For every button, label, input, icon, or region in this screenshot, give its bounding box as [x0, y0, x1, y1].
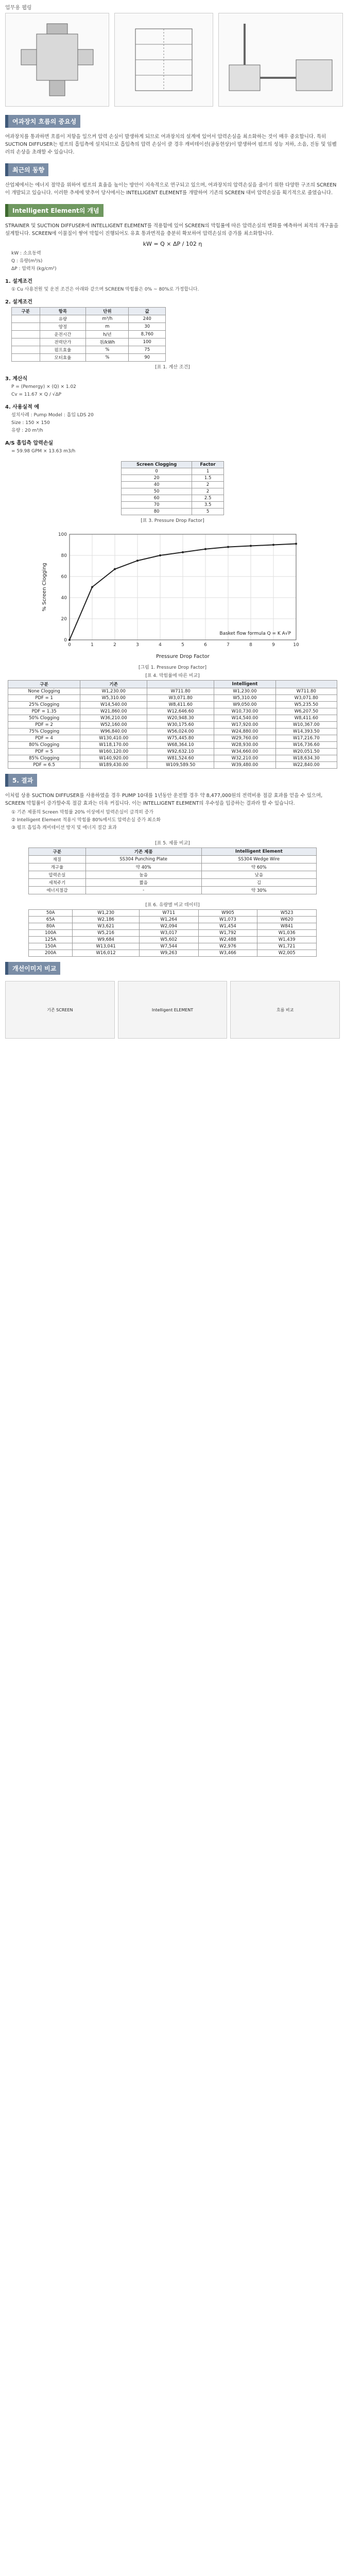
x-axis-label: Pressure Drop Factor: [156, 654, 210, 659]
table-cell: W9,263: [139, 950, 198, 957]
table-cell: W3,017: [139, 930, 198, 937]
table-cell: 75% Clogging: [8, 728, 80, 735]
data-point: [295, 543, 297, 545]
x-tick-label: 4: [159, 642, 162, 648]
table-cell: W3,071.80: [275, 695, 337, 702]
calc-heading-3: 3. 계산식: [5, 376, 28, 382]
table-cell: 2: [192, 482, 224, 488]
table-cell: W17,216.70: [275, 735, 337, 742]
table-cell: SS304 Punching Plate: [85, 856, 201, 863]
comparison-images: [5, 981, 340, 1039]
spec-table: [28, 848, 317, 894]
suction-diffuser-figure: [5, 13, 109, 107]
table-cell: 100A: [29, 930, 73, 937]
table-header-cell: [275, 681, 337, 688]
table-cell: 높음: [85, 871, 201, 879]
calc-heading-2: 2. 설계조건: [5, 299, 32, 305]
table-header-cell: 기존: [80, 681, 147, 688]
table-cell: 세척주기: [29, 879, 86, 887]
pdf-row: [122, 502, 224, 509]
x-tick-label: 5: [181, 642, 184, 648]
table-cell: W20,051.50: [275, 749, 337, 755]
table-cell: 50: [122, 488, 192, 495]
section3-title: Intelligent Element의 개념: [5, 204, 104, 217]
table-cell: [12, 323, 40, 331]
section-view-figure: [114, 13, 213, 107]
table-cell: W2,976: [198, 943, 257, 950]
installation-figure: [218, 13, 343, 107]
result-note: ② Intelligent Element 적용시 막힘률 80%에서도 압력손실 증가 최소화: [11, 818, 161, 823]
table-cell: W9,050.00: [214, 702, 275, 708]
section2-title: 최근의 동향: [5, 163, 48, 176]
calc-line-5: = 59.98 GPM × 13.63 m3/h: [11, 449, 76, 454]
section2-text: 산업체에서는 에너지 절약을 위하여 펌프의 효율을 높이는 방안이 지속적으로 연구되고 있으며, 여과장치의 압력손실을 줄이기 위한 다양한 구조의 SCREEN이 개발되고 있습니다. 이러한 추세에 맞추어 당사에서는 INTELLIGENT ELEMENT를 개발하여 기존의 SCREEN 대비 압력손실을 획기적으로 줄였습니다.: [5, 182, 337, 196]
data-point: [204, 548, 206, 550]
table-cell: W14,540.00: [80, 702, 147, 708]
table-cell: W1,454: [198, 923, 257, 930]
table-cell: W8,411.60: [275, 715, 337, 722]
table-cell: 김: [201, 879, 316, 887]
result-note: ① 기존 제품의 Screen 막힘률 20% 이상에서 압력손실이 급격히 증가: [11, 810, 154, 815]
y-tick-label: 20: [61, 617, 67, 622]
x-tick-label: 2: [113, 642, 116, 648]
table-cell: [12, 315, 40, 323]
table-cell: 150A: [29, 943, 73, 950]
flow-row: [29, 937, 317, 943]
table-cell: W29,760.00: [214, 735, 275, 742]
condition-row: [12, 346, 166, 354]
calc-heading-4: 4. 사용실적 예: [5, 404, 40, 410]
table-cell: W5,235.50: [275, 702, 337, 708]
x-tick-label: 3: [136, 642, 139, 648]
table-cell: W32,210.00: [214, 755, 275, 762]
formula-var: kW : 소요동력: [11, 251, 41, 256]
table-cell: PDF = 4: [8, 735, 80, 742]
spec-row: [29, 871, 317, 879]
table-header-cell: 구분: [29, 848, 86, 856]
table-cell: 240: [129, 315, 166, 323]
table-cell: W28,930.00: [214, 742, 275, 749]
data-point: [159, 554, 161, 556]
flow-row: [29, 930, 317, 937]
table-cell: m: [86, 323, 129, 331]
table-cell: 25% Clogging: [8, 702, 80, 708]
table-cell: 100: [129, 338, 166, 346]
table-cell: 1.5: [192, 475, 224, 482]
breadcrumb: 업무용 웹링: [5, 5, 32, 11]
y-axis-label: % Screen Clogging: [42, 563, 47, 612]
installation-drawing: [219, 13, 342, 106]
spec-row: [29, 887, 317, 894]
table-cell: 40: [122, 482, 192, 488]
table-cell: W17,920.00: [214, 722, 275, 728]
table-cell: W5,216: [73, 930, 140, 937]
chart-annotation: Basket flow formula Q = K A√P: [219, 631, 291, 636]
table-cell: W34,660.00: [214, 749, 275, 755]
compare-row: [8, 762, 337, 769]
table-cell: 0: [122, 468, 192, 475]
table-cell: W21,860.00: [80, 708, 147, 715]
section3-text: STRAINER 및 SUCTION DIFFUSER에 INTELLIGENT ELEMENT를 적용함에 있어 SCREEN의 막힘률에 따른 압력손실의 변화를 예측하여 최적의 개구율을 설계합니다. SCREEN에 이물질이 쌓여 막힘이 진행되어도 유효 통과면적을 충분히 확보하여 압력손실의 증가를 최소화합니다.: [5, 223, 339, 236]
table-cell: W56,024.00: [147, 728, 214, 735]
table-cell: 1: [192, 468, 224, 475]
data-point: [250, 545, 252, 547]
x-tick-label: 10: [293, 642, 299, 648]
table-cell: %: [86, 354, 129, 362]
table-cell: [12, 331, 40, 338]
table-cell: 유량: [40, 315, 86, 323]
flow-row: [29, 917, 317, 923]
table-cell: W118,170.00: [80, 742, 147, 749]
compare-row: [8, 735, 337, 742]
table-cell: W5,310.00: [80, 695, 147, 702]
table-cell: W711.80: [147, 688, 214, 695]
table-cell: W24,880.00: [214, 728, 275, 735]
calc-heading-1: 1. 설계조건: [5, 279, 32, 284]
flow-row: [29, 923, 317, 930]
table-cell: W6,207.50: [275, 708, 337, 715]
data-point: [227, 546, 229, 548]
table-cell: W10,730.00: [214, 708, 275, 715]
formula-var: ΔP : 압력차 (kg/cm²): [11, 266, 57, 272]
compare-row: [8, 728, 337, 735]
x-tick-label: 7: [227, 642, 230, 648]
flow-row: [29, 943, 317, 950]
data-point: [182, 551, 184, 553]
calc-line-3a: P = (Pemergy) × (Q) × 1.02: [11, 384, 76, 389]
table-cell: W1,439: [257, 937, 317, 943]
suction-diffuser-drawing: [6, 13, 109, 106]
y-tick-label: 40: [61, 596, 67, 601]
table-cell: h/년: [86, 331, 129, 338]
table-cell: 펌프효율: [40, 346, 86, 354]
table-cell: PDF = 1.35: [8, 708, 80, 715]
table-cell: W2,488: [198, 937, 257, 943]
condition-row: [12, 323, 166, 331]
table-cell: W22,840.00: [275, 762, 337, 769]
table-cell: W92,632.10: [147, 749, 214, 755]
table-cell: W523: [257, 910, 317, 917]
table-cell: W109,589.50: [147, 762, 214, 769]
table-header-cell: 기존 제품: [85, 848, 201, 856]
table-cell: PDF = 1: [8, 695, 80, 702]
y-tick-label: 0: [64, 638, 67, 643]
table-cell: W10,367.00: [275, 722, 337, 728]
compare-row: [8, 702, 337, 708]
pdf-row: [122, 475, 224, 482]
compare-row: [8, 722, 337, 728]
document-page: [5, 0, 340, 1039]
calc-line-4b: Size : 150 × 150: [11, 420, 50, 426]
table-cell: 125A: [29, 937, 73, 943]
compare-row: [8, 708, 337, 715]
table-cell: W20,948.30: [147, 715, 214, 722]
flow-table-caption: [표 6. 유량별 비교 데이터]: [145, 903, 200, 908]
table-cell: 80A: [29, 923, 73, 930]
table-cell: W1,230.00: [80, 688, 147, 695]
table-cell: %: [86, 346, 129, 354]
table-cell: 5: [192, 509, 224, 515]
table-cell: 짧음: [85, 879, 201, 887]
table-cell: W81,524.60: [147, 755, 214, 762]
table-cell: W36,210.00: [80, 715, 147, 722]
condition-row: [12, 354, 166, 362]
bottom-title: 개선이미지 비교: [5, 962, 60, 975]
section1-title: 여과장치 흐름의 중요성: [5, 115, 80, 128]
table-cell: W14,540.00: [214, 715, 275, 722]
table-cell: 압력손실: [29, 871, 86, 879]
table-cell: 75: [129, 346, 166, 354]
image-label: 흐름 비교: [276, 1007, 294, 1012]
table-cell: W12,646.60: [147, 708, 214, 715]
table-cell: 운전시간: [40, 331, 86, 338]
table-header-cell: Intelligent: [214, 681, 275, 688]
calc-line-1: ① Cu 사용전원 및 운전 조건은 아래와 같으며 SCREEN 막힘률은 0% ~ 80%로 가정합니다.: [11, 287, 199, 292]
compare-row: [8, 688, 337, 695]
table-cell: W30,175.60: [147, 722, 214, 728]
table-cell: W2,186: [73, 917, 140, 923]
table-cell: W14,393.50: [275, 728, 337, 735]
table-cell: 65A: [29, 917, 73, 923]
table-cell: 약 60%: [201, 863, 316, 871]
table-cell: W620: [257, 917, 317, 923]
table-cell: W1,073: [198, 917, 257, 923]
table-cell: W1,230.00: [214, 688, 275, 695]
calc-line-4c: 유량 : 20 m³/h: [11, 428, 43, 433]
image-label: Intelligent ELEMENT: [151, 1007, 194, 1012]
table-cell: 약 40%: [85, 863, 201, 871]
table-cell: 3.5: [192, 502, 224, 509]
pdf-row: [122, 488, 224, 495]
table-cell: W8,411.60: [147, 702, 214, 708]
condition-row: [12, 331, 166, 338]
table-header-cell: 단위: [86, 308, 129, 315]
table-cell: m³/h: [86, 315, 129, 323]
table-cell: -: [85, 887, 201, 894]
image-existing-screen: [5, 981, 115, 1039]
table-cell: W5,310.00: [214, 695, 275, 702]
table-cell: 50A: [29, 910, 73, 917]
x-tick-label: 9: [272, 642, 275, 648]
table-cell: 85% Clogging: [8, 755, 80, 762]
table-cell: W711.80: [275, 688, 337, 695]
table-cell: SS304 Wedge Wire: [201, 856, 316, 863]
table-cell: 에너지절감: [29, 887, 86, 894]
y-tick-label: 60: [61, 574, 67, 580]
x-tick-label: 6: [204, 642, 207, 648]
table-cell: 60: [122, 495, 192, 502]
pdf-table: [121, 461, 224, 515]
spec-table-caption: [표 5. 제품 비교]: [155, 841, 190, 846]
table-cell: W52,160.00: [80, 722, 147, 728]
table-cell: W3,621: [73, 923, 140, 930]
table-cell: W96,840.00: [80, 728, 147, 735]
table-cell: W7,544: [139, 943, 198, 950]
table-cell: 80% Clogging: [8, 742, 80, 749]
table-header-cell: 값: [129, 308, 166, 315]
pdf-row: [122, 482, 224, 488]
data-point: [114, 568, 116, 570]
table-cell: W2,005: [257, 950, 317, 957]
section5-title: 5. 결과: [5, 774, 37, 787]
table-cell: [12, 338, 40, 346]
table-cell: 90: [129, 354, 166, 362]
table-header-cell: Screen Clogging: [122, 462, 192, 468]
image-label: 기존 SCREEN: [47, 1007, 73, 1012]
table-cell: 30: [129, 323, 166, 331]
compare-row: [8, 749, 337, 755]
x-tick-label: 0: [68, 642, 71, 648]
pressure-drop-chart: [39, 527, 306, 660]
table-cell: 50% Clogging: [8, 715, 80, 722]
condition-table-caption: [표 1. 계산 조건]: [155, 365, 190, 370]
section-view-drawing: [115, 13, 213, 106]
formula-var: Q : 유량(m³/s): [11, 259, 43, 264]
condition-row: [12, 315, 166, 323]
table-cell: W1,264: [139, 917, 198, 923]
pdf-row: [122, 495, 224, 502]
table-header-cell: 구분: [8, 681, 80, 688]
flow-table: [28, 909, 317, 957]
table-cell: W1,792: [198, 930, 257, 937]
table-cell: 8,760: [129, 331, 166, 338]
y-tick-label: 80: [61, 553, 67, 558]
table-header-cell: Factor: [192, 462, 224, 468]
compare-row: [8, 742, 337, 749]
spec-row: [29, 863, 317, 871]
data-point: [68, 639, 71, 641]
table-cell: W1,036: [257, 930, 317, 937]
table-cell: W16,012: [73, 950, 140, 957]
table-header-cell: 구분: [12, 308, 40, 315]
table-cell: W3,071.80: [147, 695, 214, 702]
pdf-table-caption: [표 3. Pressure Drop Factor]: [141, 518, 204, 523]
pressure-drop-chart-svg: [39, 527, 306, 660]
table-cell: 개구율: [29, 863, 86, 871]
compare-row: [8, 695, 337, 702]
table-cell: 2: [192, 488, 224, 495]
table-cell: PDF = 5: [8, 749, 80, 755]
table-cell: W18,634.30: [275, 755, 337, 762]
table-cell: W841: [257, 923, 317, 930]
flow-row: [29, 950, 317, 957]
flow-row: [29, 910, 317, 917]
data-point: [136, 560, 139, 562]
compare-table-caption: [표 4. 막힘률에 따른 비교]: [145, 673, 200, 679]
table-cell: [12, 354, 40, 362]
pdf-row: [122, 468, 224, 475]
data-point: [272, 544, 274, 546]
table-cell: 재질: [29, 856, 86, 863]
table-header-cell: 항목: [40, 308, 86, 315]
table-cell: W189,430.00: [80, 762, 147, 769]
table-cell: W13,041: [73, 943, 140, 950]
table-cell: 낮음: [201, 871, 316, 879]
table-cell: W16,736.60: [275, 742, 337, 749]
section1-text: 여과장치를 통과하면 흐름이 저항을 일으켜 압력 손실이 발생하게 되므로 여과장치의 설계에 있어서 압력손실을 최소화하는 것이 매우 중요합니다. 특히 SUCTION DIFFUSER는 펌프의 흡입측에 설치되므로 흡입측의 압력 손실이 클 경우 캐비테이션(공동현상)이 발생하여 펌프의 성능 저하, 소음, 진동 및 임펠러의 손상을 초래할 수 있습니다.: [5, 134, 337, 155]
table-cell: W140,920.00: [80, 755, 147, 762]
x-tick-label: 1: [91, 642, 94, 648]
condition-row: [12, 338, 166, 346]
table-cell: 80: [122, 509, 192, 515]
table-cell: 전력단가: [40, 338, 86, 346]
table-cell: PDF = 2: [8, 722, 80, 728]
table-cell: W1,721: [257, 943, 317, 950]
header-figures: [5, 13, 340, 110]
spec-row: [29, 856, 317, 863]
compare-row: [8, 755, 337, 762]
table-cell: W68,364.10: [147, 742, 214, 749]
table-cell: W905: [198, 910, 257, 917]
table-cell: 양정: [40, 323, 86, 331]
pressure-drop-caption: [그림 1. Pressure Drop Factor]: [138, 665, 207, 670]
table-cell: W39,480.00: [214, 762, 275, 769]
table-cell: W5,602: [139, 937, 198, 943]
table-cell: 200A: [29, 950, 73, 957]
table-cell: W3,466: [198, 950, 257, 957]
section5-text: 이처럼 상용 SUCTION DIFFUSER를 사용하였을 경우 PUMP 10대를 1년동안 운전할 경우 약 8,477,000원의 전력비용 절감 효과를 얻을 수 있으며, SCREEN 막힘률이 증가할수록 절감 효과는 더욱 커집니다. 이는 INTELLIGENT ELEMENT의 우수성을 입증하는 결과라 할 수 있습니다.: [5, 793, 323, 806]
table-cell: None Clogging: [8, 688, 80, 695]
condition-table: [11, 307, 166, 362]
table-cell: PDF = 6.5: [8, 762, 80, 769]
table-cell: W711: [139, 910, 198, 917]
spec-row: [29, 879, 317, 887]
y-tick-label: 100: [58, 532, 67, 537]
table-cell: 약 30%: [201, 887, 316, 894]
calc-heading-5: A/S 흡입측 압력손실: [5, 440, 54, 446]
table-cell: W2,094: [139, 923, 198, 930]
image-intelligent-element: [118, 981, 228, 1039]
power-formula: kW = Q × ΔP / 102 η: [143, 241, 202, 247]
compare-table: [8, 680, 337, 769]
table-header-cell: [147, 681, 214, 688]
image-flow-compare: [230, 981, 340, 1039]
data-point: [91, 586, 93, 588]
calc-line-3b: Cv = 11.67 × Q / √ΔP: [11, 392, 62, 397]
x-tick-label: 8: [249, 642, 252, 648]
table-header-cell: Intelligent Element: [201, 848, 316, 856]
table-cell: 2.5: [192, 495, 224, 502]
table-cell: 모터효율: [40, 354, 86, 362]
compare-row: [8, 715, 337, 722]
table-cell: W75,445.80: [147, 735, 214, 742]
table-cell: W9,684: [73, 937, 140, 943]
table-cell: 20: [122, 475, 192, 482]
table-cell: W130,410.00: [80, 735, 147, 742]
calc-line-4a: 설치사례 : Pump Model : 흡입 LDS 20: [11, 413, 94, 418]
table-cell: 원/kWh: [86, 338, 129, 346]
pdf-row: [122, 509, 224, 515]
table-cell: [12, 346, 40, 354]
table-cell: W1,230: [73, 910, 140, 917]
table-cell: W160,120.00: [80, 749, 147, 755]
table-cell: 70: [122, 502, 192, 509]
result-note: ③ 펌프 흡입측 캐비테이션 방지 및 에너지 절감 효과: [11, 825, 117, 831]
